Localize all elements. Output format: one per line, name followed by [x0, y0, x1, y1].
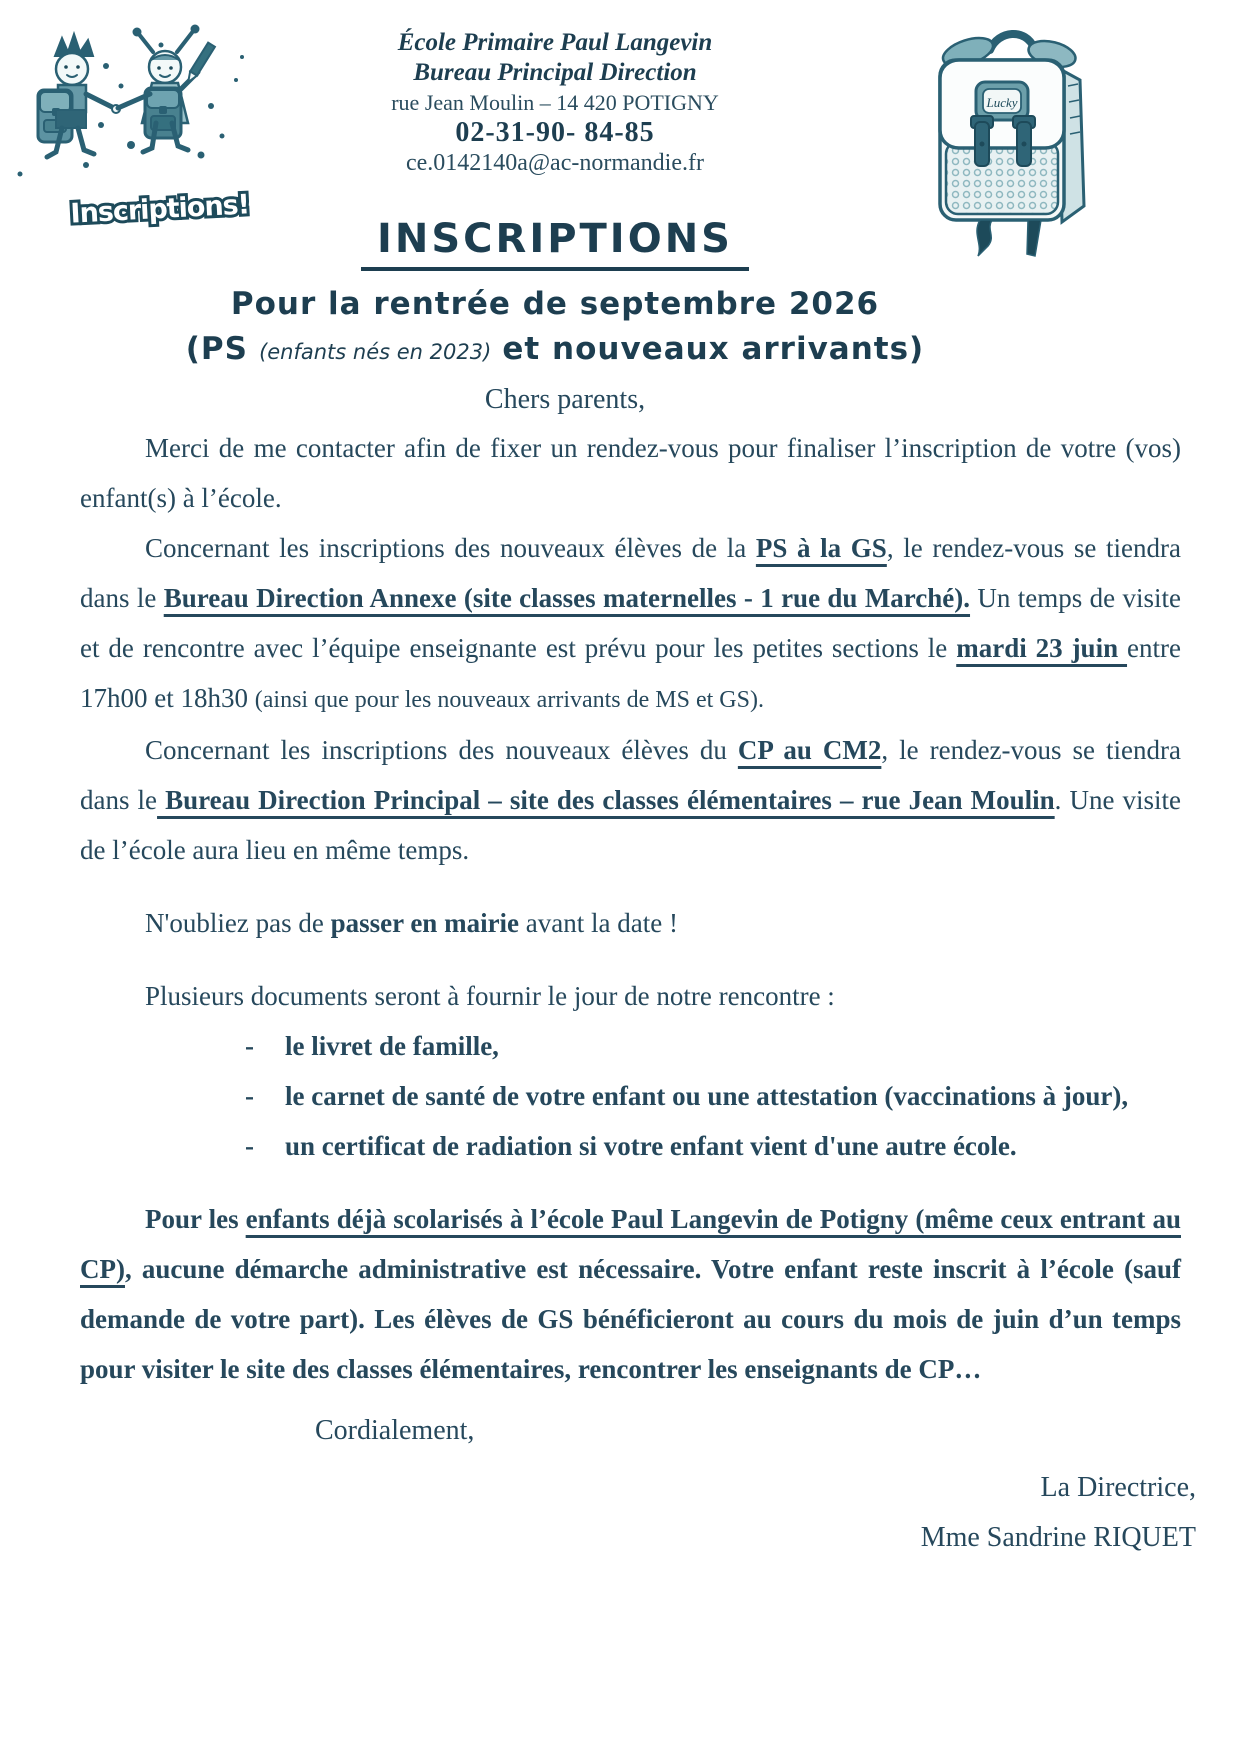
para-deja-scolarises	[80, 1194, 1181, 1394]
signature-name: Mme Sandrine RIQUET	[920, 1522, 1196, 1553]
text-run: Concernant les inscriptions des nouveaux élèves de la	[145, 533, 756, 563]
bullet-certificat	[245, 1121, 1181, 1171]
satchel-brand-label: Lucky	[986, 95, 1018, 110]
bullet-livret	[245, 1021, 1181, 1071]
text-run: le carnet de santé de votre enfant ou une attestation (vaccinations à jour),	[285, 1081, 1129, 1111]
children-illustration	[10, 24, 255, 234]
para-ps-gs	[80, 523, 1181, 725]
letter-body	[80, 423, 1181, 1394]
subtitle-2-note: (enfants nés en 2023)	[259, 340, 492, 364]
text-run: . Une visite de l’école aura lieu en même temps.	[80, 785, 1181, 865]
school-address: rue Jean Moulin – 14 420 POTIGNY	[391, 90, 719, 115]
bullet-marker: -	[245, 1031, 254, 1061]
satchel-strap-left	[977, 220, 992, 256]
text-run: Bureau Direction Annexe (site classes maternelles - 1 rue du Marché).	[163, 583, 971, 613]
text-run: enfants déjà scolarisés à l’école Paul Langevin de Potigny (même ceux entrant au CP)	[80, 1204, 1181, 1284]
text-run: , aucune démarche administrative est nécessaire. Votre enfant reste inscrit à l’école (sauf demande de votre part). Les élèves de GS bénéficieront au cours du mois de juin d’un temps pour visiter le site des classes élémentaires, rencontrer les enseignants de CP…	[80, 1254, 1181, 1384]
bullet-text	[285, 1121, 1017, 1171]
para-cp-cm2	[80, 725, 1181, 875]
header	[0, 0, 1241, 230]
text-run: Plusieurs documents seront à fournir le jour de notre rencontre :	[145, 981, 835, 1011]
boy-figure	[38, 34, 120, 157]
text-run: PS à la GS	[755, 533, 887, 563]
text-run: Concernant les inscriptions des nouveaux élèves du	[145, 735, 738, 765]
salutation: Chers parents,	[484, 384, 646, 415]
subtitle-2	[0, 331, 1110, 367]
text-run: CP au CM2	[737, 735, 882, 765]
text-run: entre 17h00 et 18h30	[80, 633, 1181, 713]
text-run: (ainsi que pour les nouveaux arrivants de MS et GS).	[254, 687, 764, 713]
para-merci	[80, 423, 1181, 523]
satchel-handle	[990, 34, 1034, 50]
closing: Cordialement,	[315, 1415, 475, 1446]
text-run: , le rendez-vous se tiendra dans le	[80, 533, 1181, 613]
para-mairie	[80, 898, 1181, 948]
text-run: Merci de me contacter afin de fixer un rendez-vous pour finaliser l’inscription de votre (vos) enfant(s) à l’école.	[80, 433, 1181, 513]
satchel-illustration	[928, 24, 1093, 259]
satchel-strap-right	[1027, 220, 1041, 256]
girl-figure	[118, 25, 215, 153]
inscriptions-badge-text: Inscriptions!	[69, 189, 250, 230]
text-run: Bureau Direction Principal – site des classes élémentaires – rue Jean Moulin	[157, 785, 1055, 815]
text-run: avant la date !	[519, 908, 678, 938]
signature-role: La Directrice,	[1040, 1472, 1196, 1503]
subtitle: Pour la rentrée de septembre 2026	[230, 286, 880, 322]
para-documents	[80, 971, 1181, 1021]
subtitle-2-suffix: et nouveaux arrivants)	[502, 331, 925, 367]
satchel-texture	[946, 142, 1058, 214]
text-run: Un temps de visite et de rencontre avec l’équipe enseignante est prévu pour les petites sections le	[80, 583, 1181, 663]
school-office: Bureau Principal Direction	[413, 59, 697, 86]
text-run: mardi 23 juin	[956, 633, 1128, 663]
school-name: École Primaire Paul Langevin	[397, 29, 713, 56]
bullet-text	[285, 1071, 1128, 1121]
text-run: un certificat de radiation si votre enfant vient d'une autre école.	[285, 1131, 1017, 1161]
bullet-marker: -	[245, 1081, 254, 1111]
school-letterhead	[320, 28, 790, 178]
page-title: INSCRIPTIONS	[361, 216, 749, 271]
text-run: le livret de famille,	[285, 1031, 499, 1061]
subtitle-2-prefix: (PS	[185, 331, 248, 367]
signature-block	[0, 1463, 1196, 1563]
text-run: N'oubliez pas de	[145, 908, 331, 938]
school-phone: 02-31-90- 84-85	[455, 117, 655, 148]
school-email: ce.0142140a@ac-normandie.fr	[406, 150, 704, 176]
bullet-text	[285, 1021, 499, 1071]
text-run: passer en mairie	[330, 908, 520, 938]
text-run: , le rendez-vous se tiendra dans le	[80, 735, 1181, 815]
text-run: Pour les	[145, 1204, 246, 1234]
pencil-icon	[185, 43, 215, 85]
bullet-marker: -	[245, 1131, 254, 1161]
bullet-carnet	[245, 1071, 1181, 1121]
